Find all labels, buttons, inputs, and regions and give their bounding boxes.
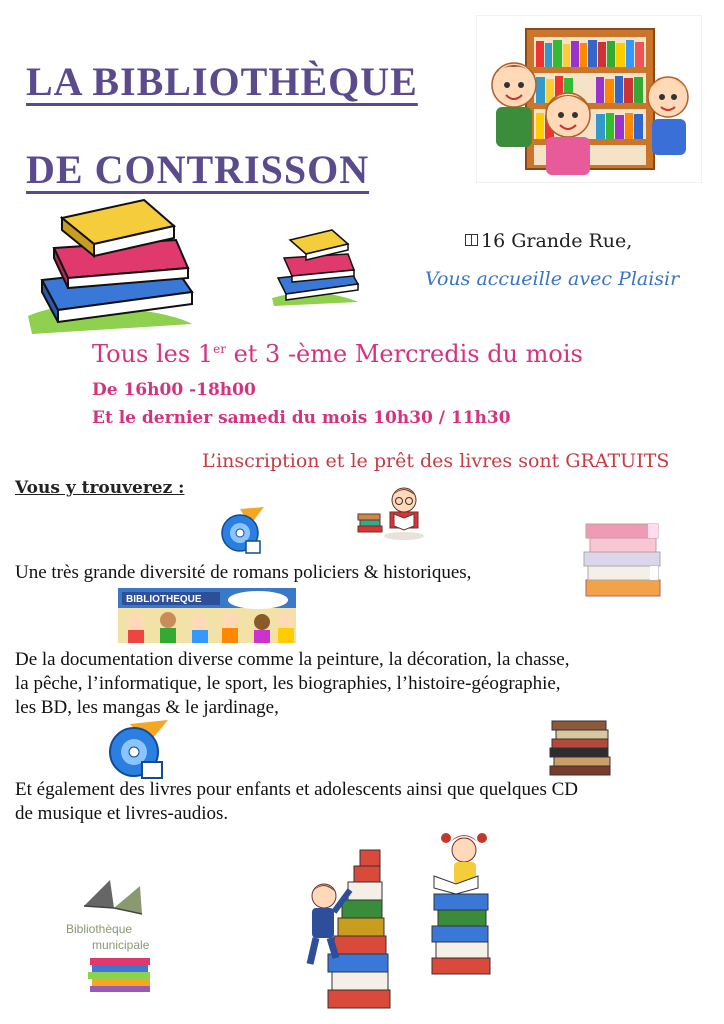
small-book-stack-illustration — [270, 228, 362, 308]
page-title-line-2: DE CONTRISSON — [26, 147, 370, 192]
kids-bookshelf-illustration — [476, 15, 702, 183]
opening-days-prefix: Tous les 1 — [92, 340, 214, 368]
cd-icon — [220, 505, 266, 557]
opening-days-sup: er — [213, 342, 226, 356]
logo-text-line-1: Bibliothèque — [66, 922, 133, 936]
child-reading-on-books-illustration — [424, 828, 504, 978]
pastel-books-illustration — [582, 518, 666, 606]
children-books-paragraph — [15, 778, 578, 826]
children-books-line-2: de musique et livres-audios. — [15, 803, 229, 824]
building-icon — [465, 234, 478, 246]
documentation-line-3: les BD, les mangas & le jardinage, — [15, 697, 279, 718]
documentation-line-1: De la documentation diverse comme la peinture, la décoration, la chasse, — [15, 649, 570, 670]
opening-days — [92, 340, 583, 368]
child-climbing-books-illustration — [298, 846, 398, 1010]
saturday-hours: Et le dernier samedi du mois 10h30 / 11h30 — [92, 408, 511, 428]
welcome-text: Vous accueille avec Plaisir — [425, 268, 680, 290]
bibliotheque-banner-image — [118, 588, 296, 643]
book-stack-illustration — [24, 196, 200, 336]
page-title-line-1: LA BIBLIOTHÈQUE — [26, 59, 418, 104]
documentation-paragraph — [15, 648, 569, 720]
find-heading: Vous y trouverez : — [15, 478, 185, 498]
cd-icon-large — [108, 718, 170, 782]
opening-hours: De 16h00 -18h00 — [92, 380, 256, 400]
documentation-line-2: la pêche, l’informatique, le sport, les biographies, l’histoire-géographie, — [15, 673, 561, 694]
brown-book-stack-illustration — [548, 716, 614, 778]
novels-text: Une très grande diversité de romans policiers & historiques, — [15, 562, 472, 583]
child-reading-illustration — [356, 484, 436, 542]
children-books-line-1: Et également des livres pour enfants et adolescents ainsi que quelques CD — [15, 779, 578, 800]
address-text: 16 Grande Rue, — [481, 230, 633, 252]
opening-days-suffix: et 3 -ème Mercredis du mois — [225, 340, 583, 368]
banner-label: BIBLIOTHEQUE — [126, 594, 202, 605]
logo-text-line-2: municipale — [92, 938, 150, 952]
free-registration-notice: L’inscription et le prêt des livres sont GRATUITS — [202, 450, 670, 472]
address — [465, 230, 632, 252]
